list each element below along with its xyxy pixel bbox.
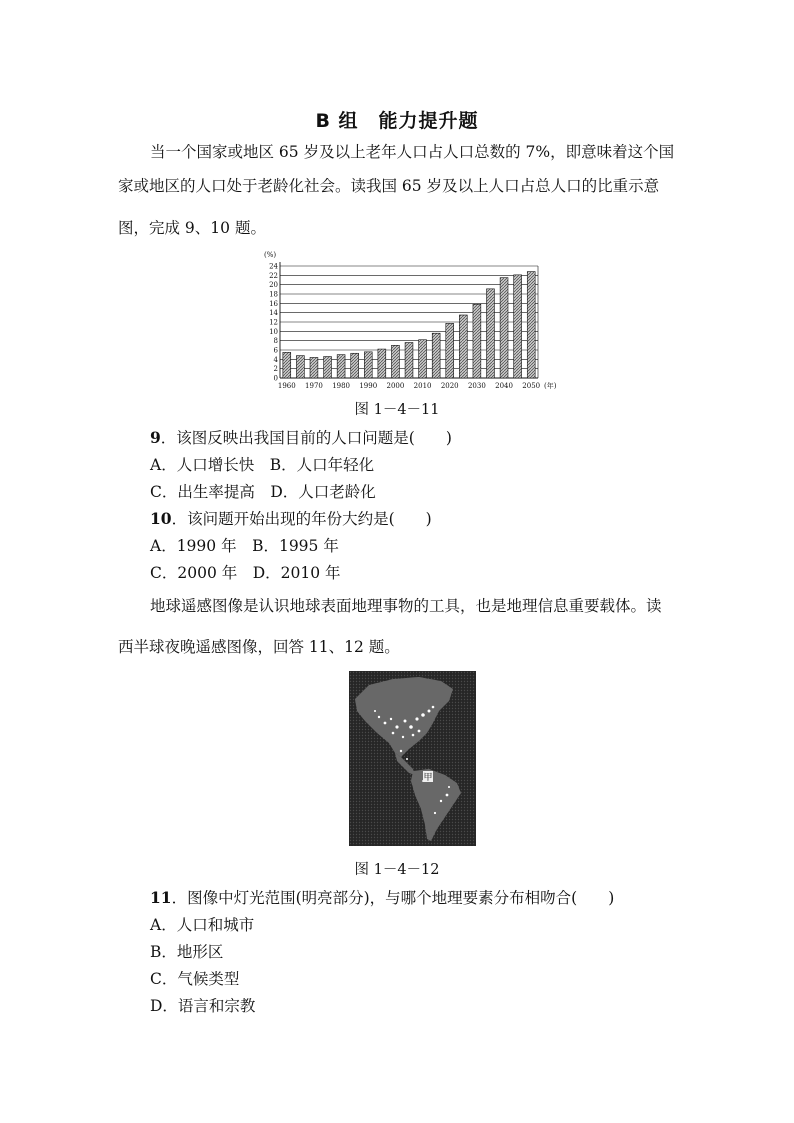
question-11-option-c: C．气候类型: [150, 970, 240, 988]
figure-2-caption: 图 1－4－12: [354, 862, 440, 878]
y-axis-label: (%): [264, 251, 277, 259]
y-tick-label: 14: [269, 309, 278, 318]
bar: [459, 315, 467, 378]
intro-paragraph-1-line-1: 当一个国家或地区 65 岁及以上老年人口占人口总数的 7%，即意味着这个国: [150, 143, 675, 161]
question-10: [150, 507, 432, 529]
night-satellite-image: [349, 671, 476, 846]
y-tick-label: 20: [269, 281, 278, 290]
bar: [324, 357, 332, 378]
y-tick-label: 22: [269, 271, 278, 280]
x-axis-label: (年): [544, 382, 557, 390]
bar: [446, 323, 454, 378]
question-10-number: 10: [150, 509, 172, 528]
night-satellite-map: [349, 671, 476, 846]
y-tick-label: 18: [269, 290, 278, 299]
question-11-option-d: D．语言和宗教: [150, 997, 256, 1015]
question-9-number: 9: [150, 428, 161, 447]
question-11-number: 11: [150, 888, 172, 907]
bar: [283, 352, 291, 378]
bar: [351, 353, 359, 378]
x-tick-label: 1960: [277, 382, 296, 390]
y-tick-label: 0: [273, 374, 278, 383]
question-10-stem: ．该问题开始出现的年份大约是( ): [171, 510, 432, 528]
question-9-options-ab: A．人口增长快 B．人口年轻化: [150, 456, 375, 474]
bar: [419, 340, 427, 378]
x-tick-label: 1980: [332, 382, 351, 390]
question-10-options-cd: C．2000 年 D．2010 年: [150, 564, 341, 582]
y-tick-label: 4: [273, 355, 278, 364]
x-tick-label: 2030: [467, 382, 486, 390]
region-label-jia: 甲: [423, 773, 433, 783]
y-tick-label: 12: [269, 318, 278, 327]
question-10-options-ab: A．1990 年 B．1995 年: [150, 537, 339, 555]
y-tick-label: 16: [269, 299, 278, 308]
bar: [364, 352, 372, 378]
question-9-stem: ．该图反映出我国目前的人口问题是( ): [160, 429, 452, 447]
intro-paragraph-2-line-2: 西半球夜晚遥感图像，回答 11、12 题。: [118, 638, 400, 656]
question-11: [150, 886, 614, 908]
bar: [500, 278, 508, 378]
bar: [405, 343, 413, 378]
y-tick-label: 2: [273, 365, 278, 374]
intro-paragraph-2-line-1: 地球遥感图像是认识地球表面地理事物的工具，也是地理信息重要载体。读: [150, 597, 662, 615]
y-tick-label: 6: [273, 346, 278, 355]
x-tick-label: 1990: [359, 382, 378, 390]
bar: [391, 345, 399, 378]
bar: [310, 357, 318, 378]
bar: [473, 304, 481, 378]
x-tick-label: 2010: [413, 382, 432, 390]
x-tick-label: 2020: [440, 382, 459, 390]
question-11-option-a: A．人口和城市: [150, 916, 255, 934]
question-9-options-cd: C．出生率提高 D．人口老龄化: [150, 483, 376, 501]
x-tick-label: 2050: [522, 382, 541, 390]
bar: [378, 349, 386, 378]
bar: [432, 333, 440, 378]
question-11-stem: ．图像中灯光范围(明亮部分)，与哪个地理要素分布相吻合( ): [171, 889, 615, 907]
intro-paragraph-1-line-3: 图，完成 9、10 题。: [118, 219, 266, 237]
y-tick-label: 8: [273, 337, 278, 346]
bar: [296, 356, 304, 378]
intro-paragraph-1-line-2: 家或地区的人口处于老龄化社会。读我国 65 岁及以上人口占总人口的比重示意: [118, 177, 660, 195]
figure-1-caption: 图 1－4－11: [354, 402, 440, 418]
x-tick-label: 2000: [386, 382, 405, 390]
question-11-option-b: B．地形区: [150, 943, 224, 961]
population-ratio-chart: [258, 248, 570, 396]
y-tick-label: 10: [269, 327, 278, 336]
x-tick-label: 2040: [495, 382, 513, 390]
bar: [487, 289, 495, 378]
bar: [527, 272, 535, 378]
section-title: B 组 能力提升题: [315, 110, 479, 132]
y-tick-label: 24: [269, 262, 278, 271]
x-tick-label: 1970: [305, 382, 323, 390]
bar: [337, 355, 345, 378]
bar: [514, 275, 522, 378]
question-9: [150, 426, 452, 448]
